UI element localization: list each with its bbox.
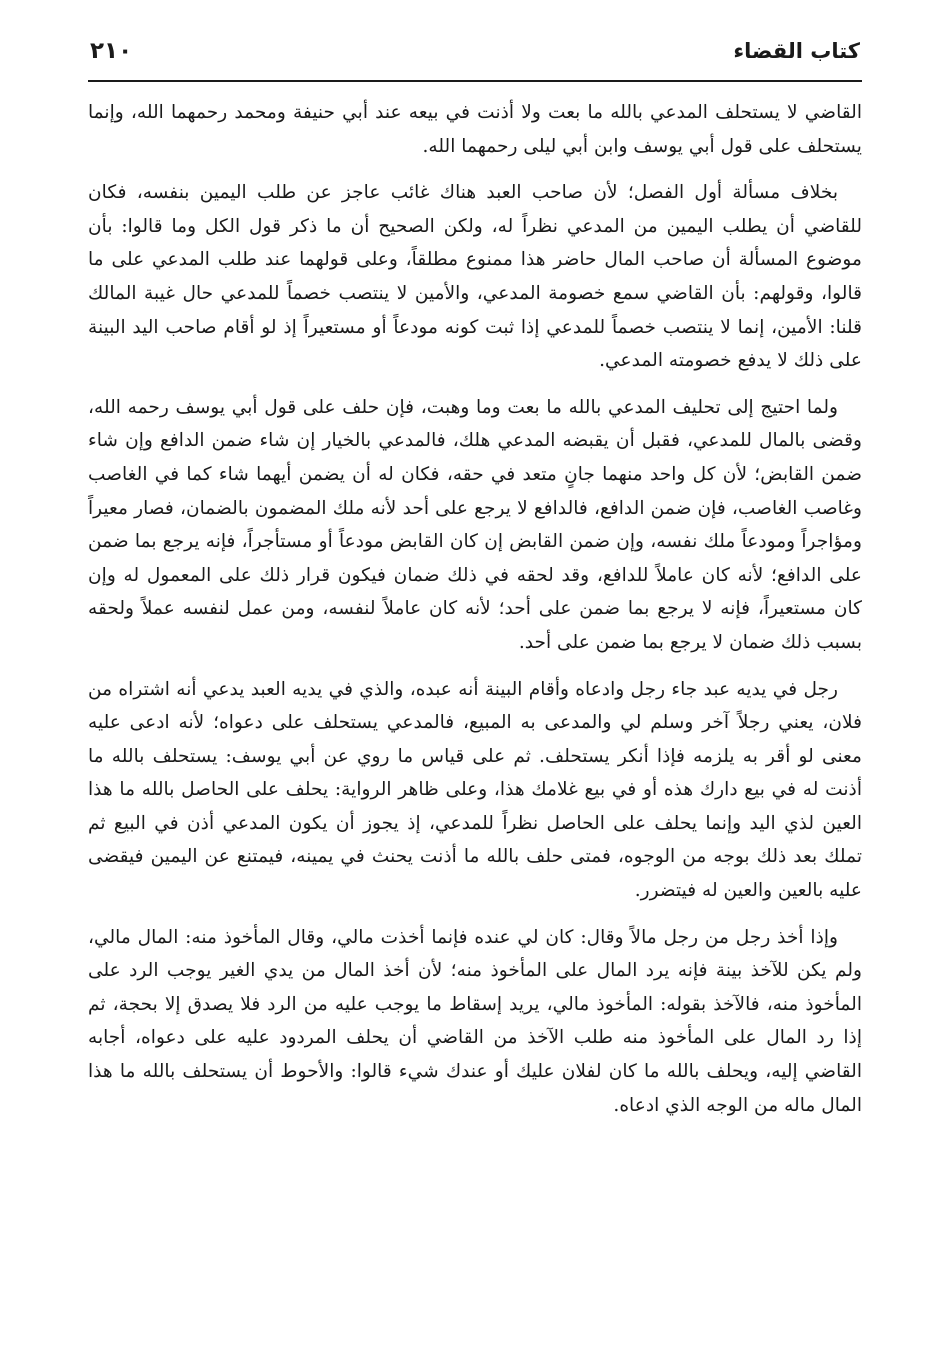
running-header: [88, 38, 862, 82]
paragraph-2: بخلاف مسألة أول الفصل؛ لأن صاحب العبد هناك غائب عاجز عن طلب اليمين بنفسه، فكان للقاضي أن يطلب اليمين من المدعي نظراً له، ولكن الصحيح أن ما ذكر قول الكل وما قالوا: بأن موضوع المسألة أن صاحب المال حاضر هذا ممنوع مطلقاً، وعلى قولهما عند طلب المدعي على ما قالوا، وقولهم: بأن القاضي سمع خصومة المدعي، والأمين لا ينتصب خصماً للمدعي حال غيبة المالك قلنا: الأمين، إنما لا ينتصب خصماً للمدعي إذا ثبت كونه مودعاً أو مستعيراً إذ لو أقام صاحب اليد البينة على ذلك لا يدفع خصومته المدعي.: [88, 182, 862, 372]
paragraph-3: ولما احتيج إلى تحليف المدعي بالله ما بعت وما وهبت، فإن حلف على قول أبي يوسف رحمه الله، وقضى بالمال للمدعي، فقبل أن يقبضه المدعي هلك، فالمدعي بالخيار إن شاء ضمن الدافع وإن شاء ضمن القابض؛ لأن كل واحد منهما جانٍ متعد في حقه، فكان له أن يضمن أيهما شاء كما في الغاصب وغاصب الغاصب، فإن ضمن الدافع، فالدافع لا يرجع على أحد لأنه ملك المضمون بالضمان، فصار معيراً ومؤاجراً ومودعاً ملك نفسه، وإن ضمن القابض إن كان القابض مودعاً أو مستأجراً، فإنه يرجع بما ضمن على الدافع؛ لأنه كان عاملاً للدافع، وقد لحقه في ذلك ضمان فيكون قرار ذلك على المعمول له وإن كان مستعيراً، فإنه لا يرجع بما ضمن على أحد؛ لأنه كان عاملاً لنفسه، ومن عمل لنفسه عملاً ولحقه بسبب ذلك ضمان لا يرجع بما ضمن على أحد.: [88, 396, 862, 653]
book-title: كتاب القضاء: [733, 39, 860, 63]
body-text: [88, 96, 862, 1122]
paragraph-4: رجل في يديه عبد جاء رجل وادعاه وأقام البينة أنه عبده، والذي في يديه العبد يدعي أنه اشتراه من فلان، يعني رجلاً آخر وسلم لي والمدعى به المبيع، فالمدعي يستحلف على دعواه؛ لأنه ادعى عليه معنى لو أقر به يلزمه فإذا أنكر يستحلف. ثم على قياس ما روي عن أبي يوسف: يستحلف بالله ما أذنت له في بيع دارك هذه أو في بيع غلامك هذا، وعلى ظاهر الرواية: يحلف على الحاصل بالله ما هذا العين لذي اليد وإنما يحلف على الحاصل نظراً للمدعي، إذ يجوز أن يكون المدعي أذن في البيع ثم تملك بعد ذلك بوجه من الوجوه، فمتى حلف بالله ما أذنت يحنث في يمينه، فيمتنع عن اليمين فيقضى عليه بالعين والعين له فيتضرر.: [88, 678, 862, 902]
paragraph-1: القاضي لا يستحلف المدعي بالله ما بعت ولا أذنت في بيعه عند أبي حنيفة ومحمد رحمهما الله، وإنما يستحلف على قول أبي يوسف وابن أبي ليلى رحمهما الله.: [88, 102, 862, 157]
page-number: ٢١٠: [90, 38, 133, 64]
book-page: [88, 38, 862, 1338]
paragraph-5: وإذا أخذ رجل من رجل مالاً وقال: كان لي عنده فإنما أخذت مالي، وقال المأخوذ منه: المال مالي، ولم يكن للآخذ بينة فإنه يرد المال على المأخوذ منه؛ لأن أخذ المال من يدي الغير يوجب الرد على المأخوذ منه، فالآخذ بقوله: المأخوذ مالي، يريد إسقاط ما يوجب عليه من الرد فلا يصدق إلا بحجة، ثم إذا رد المال على المأخوذ منه طلب الآخذ من القاضي أن يحلف المردود عليه على دعواه، أجابه القاضي إليه، ويحلف بالله ما كان لفلان عليك أو عندك شيء قالوا: والأحوط أن يستحلف بالله ما هذا المال ماله من الوجه الذي ادعاه.: [88, 926, 862, 1116]
